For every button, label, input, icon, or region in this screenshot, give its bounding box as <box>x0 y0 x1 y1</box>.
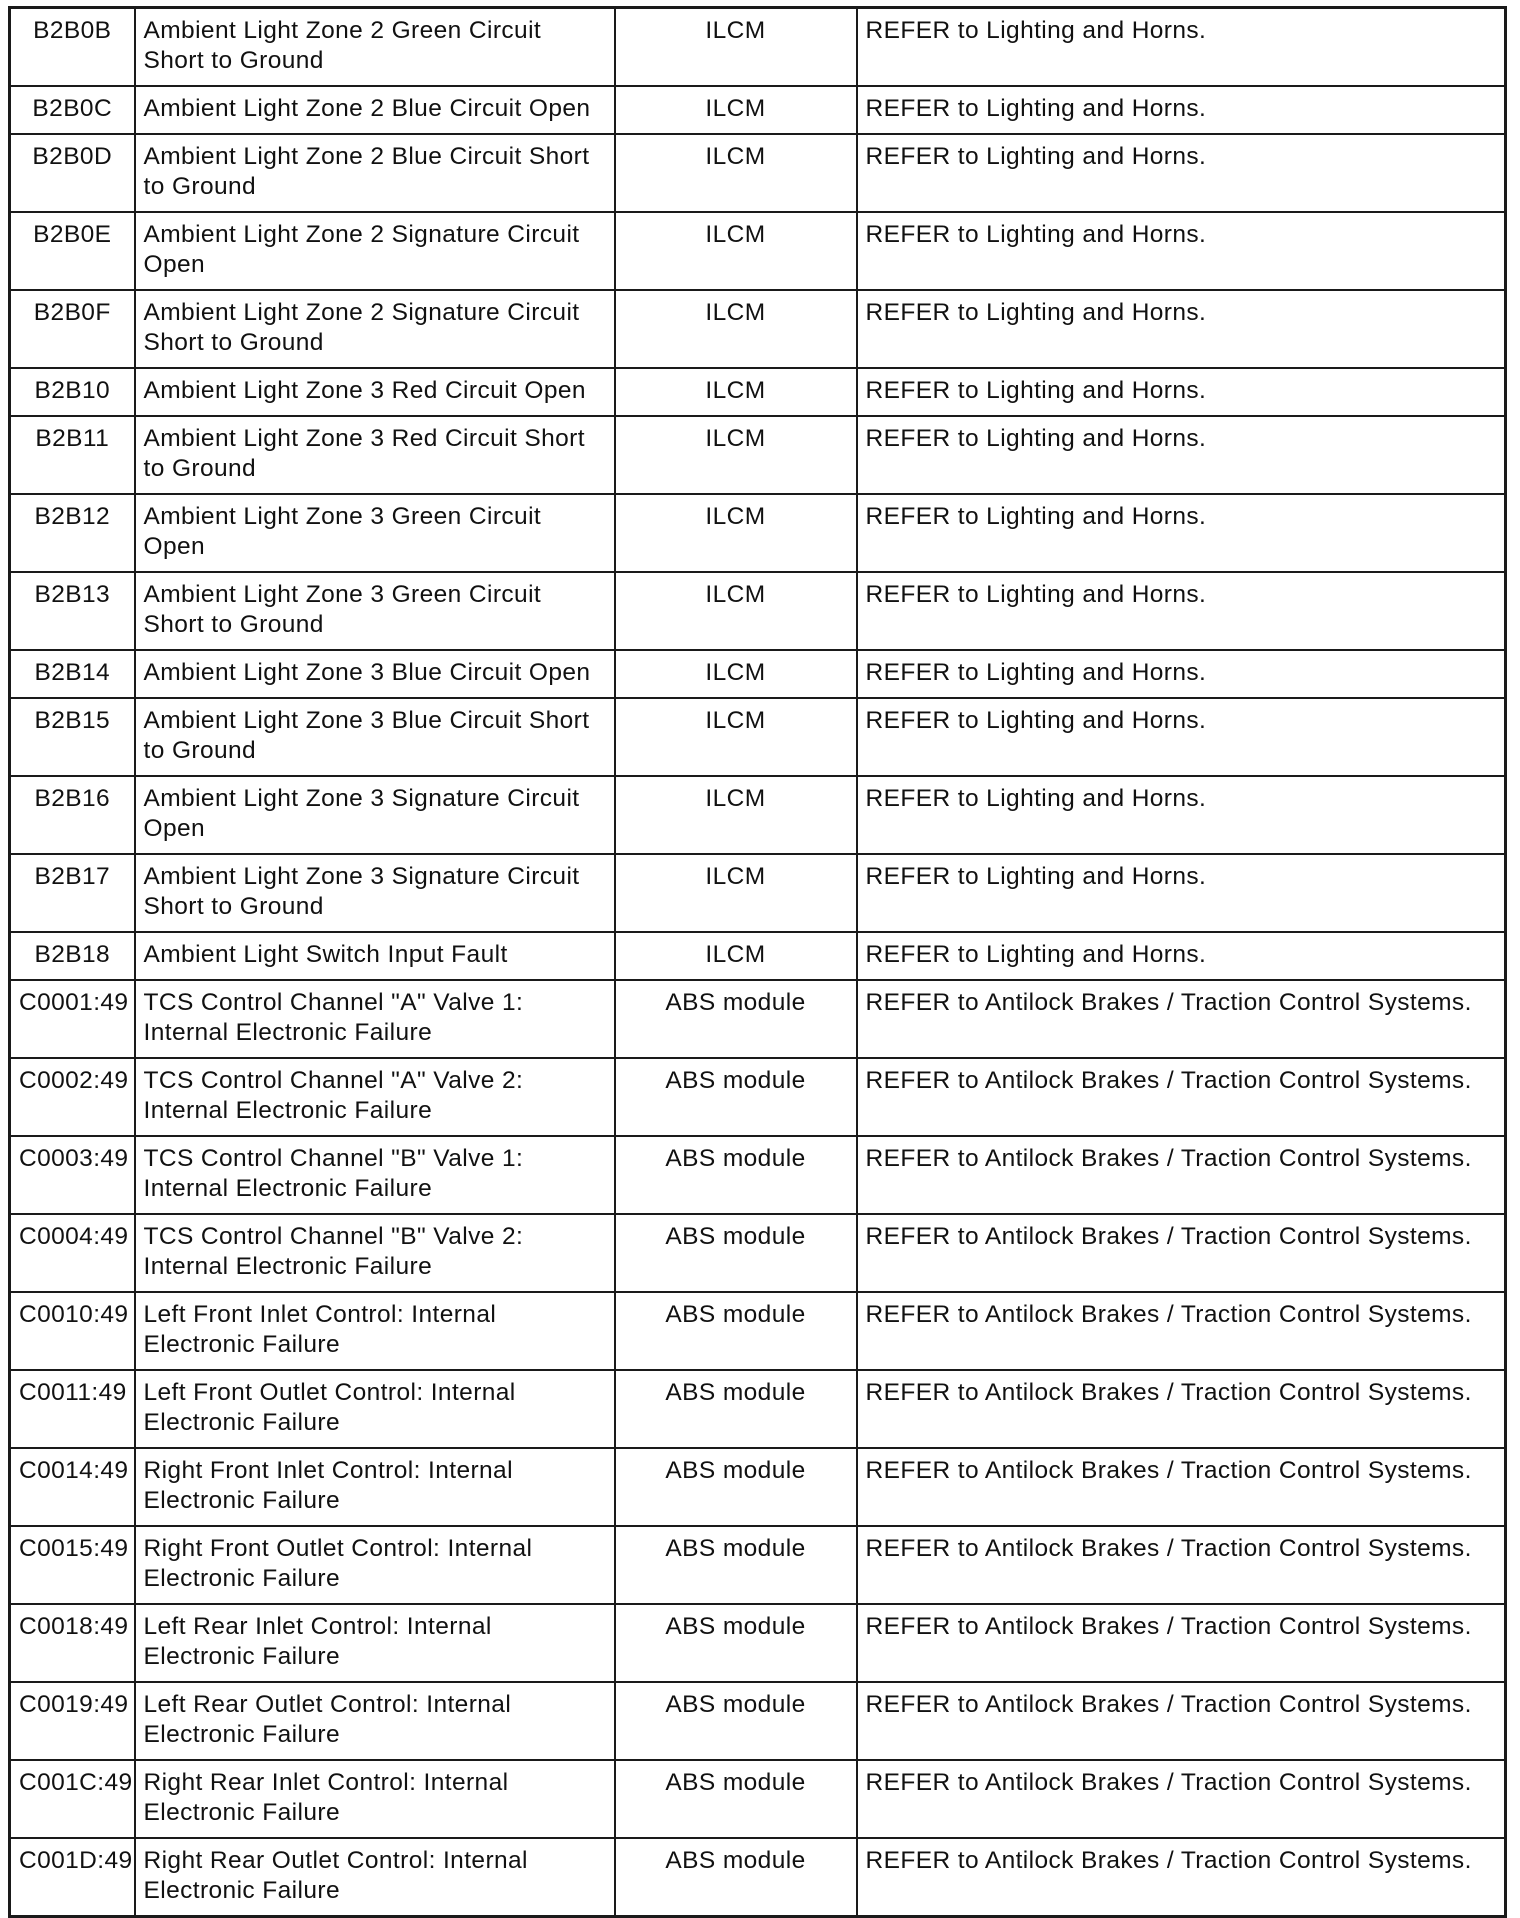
dtc-code-cell: B2B0E <box>10 212 135 290</box>
table-row <box>10 368 1506 416</box>
description-cell: Ambient Light Switch Input Fault <box>135 932 615 980</box>
action-cell: REFER to Lighting and Horns. <box>857 698 1506 776</box>
action-cell: REFER to Lighting and Horns. <box>857 776 1506 854</box>
action-cell: REFER to Lighting and Horns. <box>857 854 1506 932</box>
table-row <box>10 8 1506 87</box>
dtc-code-cell: C0002:49 <box>10 1058 135 1136</box>
dtc-code-cell: B2B17 <box>10 854 135 932</box>
table-row <box>10 86 1506 134</box>
module-cell: ILCM <box>615 650 857 698</box>
description-cell: Ambient Light Zone 2 Blue Circuit Open <box>135 86 615 134</box>
table-row <box>10 932 1506 980</box>
description-cell: Ambient Light Zone 3 Signature Circuit Short to Ground <box>135 854 615 932</box>
table-row <box>10 1604 1506 1682</box>
module-cell: ABS module <box>615 1682 857 1760</box>
description-cell: Right Rear Inlet Control: Internal Electronic Failure <box>135 1760 615 1838</box>
table-row <box>10 980 1506 1058</box>
table-row <box>10 650 1506 698</box>
description-cell: TCS Control Channel "A" Valve 1: Internal Electronic Failure <box>135 980 615 1058</box>
action-cell: REFER to Antilock Brakes / Traction Control Systems. <box>857 1760 1506 1838</box>
dtc-code-cell: B2B10 <box>10 368 135 416</box>
module-cell: ABS module <box>615 1760 857 1838</box>
module-cell: ABS module <box>615 1058 857 1136</box>
description-cell: Ambient Light Zone 3 Signature Circuit Open <box>135 776 615 854</box>
module-cell: ABS module <box>615 1292 857 1370</box>
dtc-code-cell: B2B18 <box>10 932 135 980</box>
description-cell: Left Front Inlet Control: Internal Electronic Failure <box>135 1292 615 1370</box>
table-row <box>10 416 1506 494</box>
dtc-code-cell: C0015:49 <box>10 1526 135 1604</box>
module-cell: ABS module <box>615 1838 857 1917</box>
table-row <box>10 1838 1506 1917</box>
action-cell: REFER to Antilock Brakes / Traction Control Systems. <box>857 1526 1506 1604</box>
dtc-code-cell: C0004:49 <box>10 1214 135 1292</box>
module-cell: ABS module <box>615 1214 857 1292</box>
description-cell: Right Rear Outlet Control: Internal Electronic Failure <box>135 1838 615 1917</box>
table-row <box>10 698 1506 776</box>
description-cell: TCS Control Channel "B" Valve 1: Internal Electronic Failure <box>135 1136 615 1214</box>
dtc-code-cell: C001C:49 <box>10 1760 135 1838</box>
action-cell: REFER to Lighting and Horns. <box>857 212 1506 290</box>
description-cell: Left Front Outlet Control: Internal Electronic Failure <box>135 1370 615 1448</box>
description-cell: Ambient Light Zone 3 Red Circuit Open <box>135 368 615 416</box>
description-cell: TCS Control Channel "A" Valve 2: Internal Electronic Failure <box>135 1058 615 1136</box>
description-cell: Ambient Light Zone 2 Signature Circuit Open <box>135 212 615 290</box>
description-cell: Ambient Light Zone 2 Signature Circuit Short to Ground <box>135 290 615 368</box>
module-cell: ILCM <box>615 86 857 134</box>
action-cell: REFER to Antilock Brakes / Traction Control Systems. <box>857 1292 1506 1370</box>
module-cell: ILCM <box>615 212 857 290</box>
dtc-code-cell: C0010:49 <box>10 1292 135 1370</box>
module-cell: ILCM <box>615 134 857 212</box>
action-cell: REFER to Lighting and Horns. <box>857 932 1506 980</box>
dtc-code-cell: B2B0C <box>10 86 135 134</box>
action-cell: REFER to Lighting and Horns. <box>857 368 1506 416</box>
action-cell: REFER to Antilock Brakes / Traction Control Systems. <box>857 1370 1506 1448</box>
dtc-code-cell: C0019:49 <box>10 1682 135 1760</box>
dtc-code-cell: B2B13 <box>10 572 135 650</box>
module-cell: ILCM <box>615 932 857 980</box>
table-row <box>10 134 1506 212</box>
action-cell: REFER to Lighting and Horns. <box>857 86 1506 134</box>
table-row <box>10 1136 1506 1214</box>
description-cell: Left Rear Outlet Control: Internal Electronic Failure <box>135 1682 615 1760</box>
dtc-code-cell: B2B0B <box>10 8 135 87</box>
table-row <box>10 1526 1506 1604</box>
module-cell: ILCM <box>615 8 857 87</box>
action-cell: REFER to Antilock Brakes / Traction Control Systems. <box>857 980 1506 1058</box>
module-cell: ILCM <box>615 854 857 932</box>
module-cell: ILCM <box>615 572 857 650</box>
dtc-table <box>8 6 1507 1918</box>
action-cell: REFER to Lighting and Horns. <box>857 134 1506 212</box>
module-cell: ABS module <box>615 1370 857 1448</box>
action-cell: REFER to Lighting and Horns. <box>857 8 1506 87</box>
description-cell: TCS Control Channel "B" Valve 2: Internal Electronic Failure <box>135 1214 615 1292</box>
dtc-code-cell: C0011:49 <box>10 1370 135 1448</box>
module-cell: ILCM <box>615 698 857 776</box>
table-row <box>10 212 1506 290</box>
action-cell: REFER to Antilock Brakes / Traction Control Systems. <box>857 1136 1506 1214</box>
module-cell: ABS module <box>615 1136 857 1214</box>
dtc-code-cell: B2B14 <box>10 650 135 698</box>
module-cell: ILCM <box>615 494 857 572</box>
dtc-code-cell: C0014:49 <box>10 1448 135 1526</box>
action-cell: REFER to Lighting and Horns. <box>857 290 1506 368</box>
action-cell: REFER to Lighting and Horns. <box>857 494 1506 572</box>
dtc-code-cell: C0001:49 <box>10 980 135 1058</box>
table-row <box>10 1370 1506 1448</box>
table-row <box>10 290 1506 368</box>
dtc-code-cell: C0003:49 <box>10 1136 135 1214</box>
table-row <box>10 572 1506 650</box>
action-cell: REFER to Lighting and Horns. <box>857 650 1506 698</box>
table-row <box>10 1682 1506 1760</box>
action-cell: REFER to Antilock Brakes / Traction Control Systems. <box>857 1058 1506 1136</box>
action-cell: REFER to Antilock Brakes / Traction Control Systems. <box>857 1838 1506 1917</box>
action-cell: REFER to Antilock Brakes / Traction Control Systems. <box>857 1448 1506 1526</box>
action-cell: REFER to Lighting and Horns. <box>857 572 1506 650</box>
module-cell: ILCM <box>615 368 857 416</box>
description-cell: Right Front Outlet Control: Internal Electronic Failure <box>135 1526 615 1604</box>
description-cell: Ambient Light Zone 2 Blue Circuit Short to Ground <box>135 134 615 212</box>
action-cell: REFER to Antilock Brakes / Traction Control Systems. <box>857 1604 1506 1682</box>
dtc-code-cell: C0018:49 <box>10 1604 135 1682</box>
action-cell: REFER to Lighting and Horns. <box>857 416 1506 494</box>
module-cell: ABS module <box>615 980 857 1058</box>
description-cell: Right Front Inlet Control: Internal Electronic Failure <box>135 1448 615 1526</box>
dtc-code-cell: B2B11 <box>10 416 135 494</box>
table-row <box>10 854 1506 932</box>
dtc-code-cell: B2B12 <box>10 494 135 572</box>
description-cell: Ambient Light Zone 3 Red Circuit Short to Ground <box>135 416 615 494</box>
module-cell: ABS module <box>615 1604 857 1682</box>
module-cell: ABS module <box>615 1448 857 1526</box>
module-cell: ILCM <box>615 290 857 368</box>
dtc-code-cell: B2B15 <box>10 698 135 776</box>
table-row <box>10 1760 1506 1838</box>
action-cell: REFER to Antilock Brakes / Traction Control Systems. <box>857 1682 1506 1760</box>
dtc-code-cell: B2B0F <box>10 290 135 368</box>
description-cell: Ambient Light Zone 3 Blue Circuit Short to Ground <box>135 698 615 776</box>
table-row <box>10 494 1506 572</box>
description-cell: Ambient Light Zone 2 Green Circuit Short to Ground <box>135 8 615 87</box>
table-row <box>10 1214 1506 1292</box>
module-cell: ILCM <box>615 416 857 494</box>
dtc-code-cell: B2B0D <box>10 134 135 212</box>
table-row <box>10 1292 1506 1370</box>
description-cell: Ambient Light Zone 3 Green Circuit Short to Ground <box>135 572 615 650</box>
dtc-table-body <box>10 8 1506 1917</box>
table-row <box>10 1058 1506 1136</box>
description-cell: Left Rear Inlet Control: Internal Electronic Failure <box>135 1604 615 1682</box>
module-cell: ABS module <box>615 1526 857 1604</box>
table-row <box>10 776 1506 854</box>
dtc-code-cell: B2B16 <box>10 776 135 854</box>
description-cell: Ambient Light Zone 3 Blue Circuit Open <box>135 650 615 698</box>
table-row <box>10 1448 1506 1526</box>
module-cell: ILCM <box>615 776 857 854</box>
action-cell: REFER to Antilock Brakes / Traction Control Systems. <box>857 1214 1506 1292</box>
description-cell: Ambient Light Zone 3 Green Circuit Open <box>135 494 615 572</box>
dtc-code-cell: C001D:49 <box>10 1838 135 1917</box>
